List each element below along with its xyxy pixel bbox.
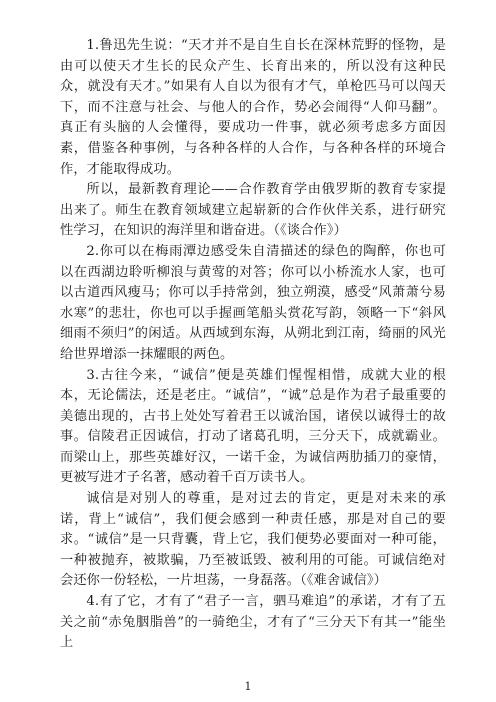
paragraph-integrity-respect: 诚信是对别人的尊重，是对过去的肯定，更是对未来的承诺，背上“诚信”，我们便会感到一种责任感，那是对自己的要求。“诚信”是一只背囊，背上它，我们便势必要面对一种可能，一种被抛弃，被欺骗，乃至被诋毁、被利用的可能。可诚信绝对会还你一份轻松，一片坦荡，一身磊落。（《难舍诚信》） [60, 491, 446, 589]
page-number: 1 [244, 680, 252, 693]
paragraph-cooperative-education: 所以，最新教育理论——合作教育学由俄罗斯的教育专家提出来了。师生在教育领域建立起崭新的合作伙伴关系，进行研究性学习，在知识的海洋里和谐奋进。（《谈合作》） [60, 182, 446, 239]
paragraph-2-scenery: 2.你可以在梅雨潭边感受朱自清描述的绿色的陶醉，你也可以在西湖边聆听柳浪与黄莺的对答；你可以小桥流水人家，也可以古道西风瘦马；你可以手持常剑，独立朔漠，感受“风萧萧兮易水寒”的悲壮，你也可以手握画笔船头赏花写韵，领略一下“斜风细雨不须归”的闲适。从西域到东海，从朔北到江南，绮丽的风光给世界增添一抹耀眼的两色。 [60, 243, 446, 362]
paragraph-4-promise: 4.有了它，才有了“君子一言，驷马难追”的承诺，才有了五关之前“赤兔胭脂兽”的一骑绝尘，才有了“三分天下有其一”能坐上 [60, 594, 446, 651]
paragraph-3-integrity: 3.古往今来，“诚信”便是英雄们惺惺相惜，成就大业的根本，无论儒法，还是老庄。“诚信”，“诚”总是作为君子最重要的美德出现的，古书上处处写着君王以诚治国，诸侯以诚得士的故事。信陵君正因诚信，打动了诸葛孔明，三分天下，成就霸业。而梁山上，那些英雄好汉，一诺千金，为诚信两肋插刀的豪情，更被写进才子名著，感动着千百万读书人。 [60, 367, 446, 486]
paragraph-1-lu-xun: 1.鲁迅先生说：“天才并不是自生自长在深林荒野的怪物，是由可以使天才生长的民众产生、长育出来的，所以没有这种民众，就没有天才。”如果有人自以为很有才气，单枪匹马可以闯天下，而不注意与社会、与他人的合作，势必会闹得“人仰马翻”。真正有头脑的人会懂得，要成功一件事，就必须考虑多方面因素，借鉴各种事例，与各种各样的人合作，与各种各样的环境合作，才能取得成功。 [60, 38, 446, 177]
